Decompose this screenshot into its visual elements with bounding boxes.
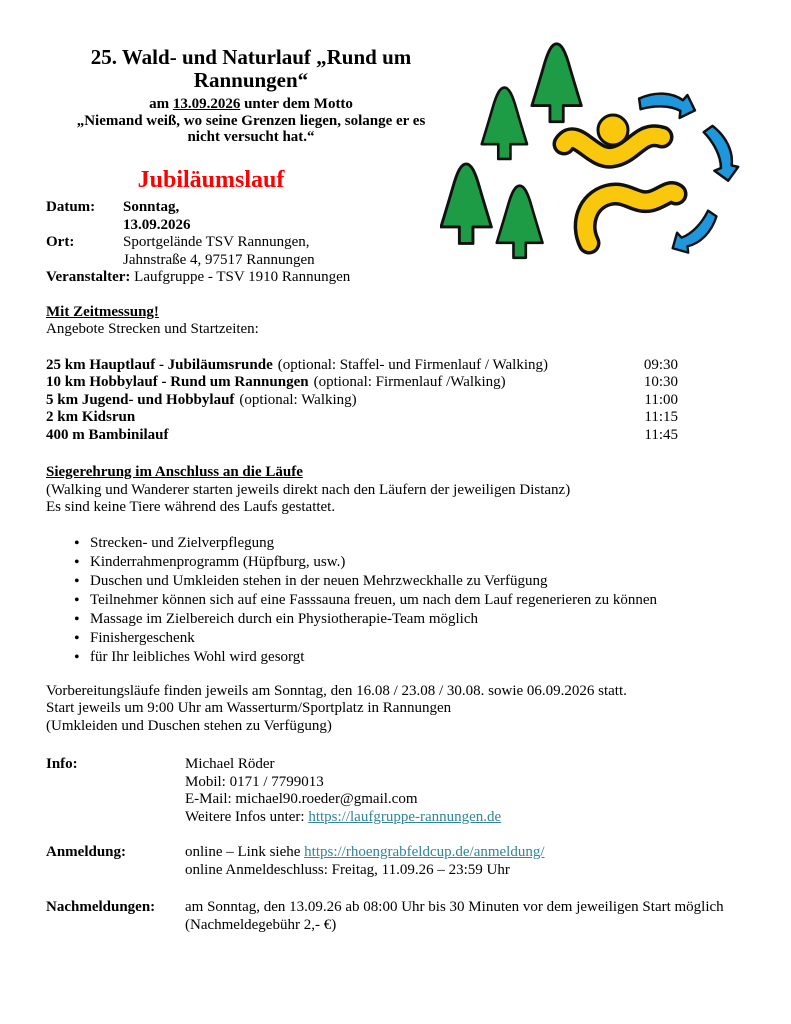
- event-details: [46, 199, 745, 287]
- website-link[interactable]: https://laufgruppe-rannungen.de: [308, 808, 502, 825]
- ort-value: [123, 234, 315, 269]
- ort-value-line2: Jahnstraße 4, 97517 Rannungen: [123, 251, 315, 268]
- ort-value-line1: Sportgelände TSV Rannungen,: [123, 234, 310, 250]
- amenity-item: • Massage im Zielbereich durch ein Physiotherapie-Team möglich: [72, 610, 745, 629]
- detail-row-veranstalter: [46, 269, 745, 287]
- race-note: (optional: Staffel- und Firmenlauf / Walking): [277, 356, 549, 373]
- preparation-line1: Vorbereitungsläufe finden jeweils am Sonntag, den 16.08 / 23.08 / 30.08. sowie 06.09.2026 statt.: [46, 682, 627, 699]
- race-row: [46, 392, 678, 410]
- race-note: (optional: Firmenlauf /Walking): [313, 374, 506, 390]
- contact-name: Michael Röder: [185, 756, 275, 772]
- amenity-item: • für Ihr leibliches Wohl wird gesorgt: [72, 648, 745, 667]
- veranstalter-value: Laufgruppe - TSV 1910 Rannungen: [134, 269, 351, 285]
- detail-row-datum: [46, 199, 745, 234]
- ceremony-heading: Siegerehrung im Anschluss an die Läufe: [46, 464, 303, 480]
- contact-label: Info:: [46, 756, 78, 772]
- race-list: [46, 357, 678, 445]
- timing-heading: Mit Zeitmessung!: [46, 303, 159, 320]
- race-row: [46, 374, 678, 392]
- motto-line1: „Niemand weiß, wo seine Grenzen liegen, solange er es: [76, 113, 426, 129]
- ceremony-note1: (Walking und Wanderer starten jeweils direkt nach den Läufern der jeweiligen Distanz): [46, 481, 571, 498]
- page-title-line2: Rannungen“: [193, 68, 309, 92]
- amenity-item: • Strecken- und Zielverpflegung: [72, 534, 745, 553]
- registration-value: [185, 844, 545, 879]
- amenity-item: • Finishergeschenk: [72, 629, 745, 648]
- race-row: [46, 409, 678, 427]
- ceremony-note2: Es sind keine Tiere während des Laufs gestattet.: [46, 499, 336, 515]
- amenity-item: • Duschen und Umkleiden stehen in der neuen Mehrzweckhalle zu Verfügung: [72, 572, 745, 591]
- race-name: 2 km Kidsrun: [46, 409, 136, 425]
- race-name: 400 m Bambinilauf: [46, 426, 169, 443]
- registration-online-line: [185, 844, 545, 862]
- late-registration-line2: (Nachmeldegebühr 2,- €): [185, 916, 337, 933]
- registration-deadline: online Anmeldeschluss: Freitag, 11.09.26 – 23:59 Uhr: [185, 861, 510, 878]
- contact-mobile: Mobil: 0171 / 7799013: [185, 773, 324, 790]
- date-prefix: am: [149, 96, 170, 112]
- event-heading: Jubiläumslauf: [137, 167, 285, 193]
- race-row: [46, 427, 678, 445]
- page-title-line1: 25. Wald- und Naturlauf „Rund um: [90, 45, 412, 69]
- race-start-time: 11:00: [644, 391, 678, 408]
- ort-label: Ort:: [46, 234, 75, 250]
- preparation-line3: (Umkleiden und Duschen stehen zu Verfügung): [46, 717, 332, 734]
- race-start-time: 10:30: [643, 374, 678, 390]
- late-registration-value: [185, 899, 724, 934]
- event-date-line: [46, 96, 456, 113]
- registration-link[interactable]: https://rhoengrabfeldcup.de/anmeldung/: [304, 844, 545, 860]
- race-start-time: 11:15: [644, 409, 678, 425]
- amenities-list: [72, 534, 745, 667]
- race-start-time: 11:45: [644, 426, 678, 443]
- race-row: [46, 357, 678, 375]
- timing-section: [46, 304, 745, 339]
- contact-website-line: [185, 809, 501, 827]
- registration-label: Anmeldung:: [46, 844, 127, 860]
- race-name: 5 km Jugend- und Hobbylauf: [46, 391, 235, 408]
- preparation-line2: Start jeweils um 9:00 Uhr am Wasserturm/Sportplatz in Rannungen: [46, 700, 452, 716]
- ceremony-section: [46, 464, 745, 517]
- contact-email: E-Mail: michael90.roeder@gmail.com: [185, 791, 418, 807]
- website-prefix: Weitere Infos unter:: [185, 808, 305, 825]
- late-registration-label: Nachmeldungen:: [46, 899, 156, 915]
- registration-section: [46, 844, 745, 879]
- race-name: 10 km Hobbylauf - Rund um Rannungen: [46, 374, 309, 390]
- header: [46, 0, 456, 145]
- amenity-item: • Kinderrahmenprogramm (Hüpfburg, usw.): [72, 553, 745, 572]
- datum-label: Datum:: [46, 199, 96, 215]
- late-registration-line1: am Sonntag, den 13.09.26 ab 08:00 Uhr bis 30 Minuten vor dem jeweiligen Start möglich: [185, 899, 724, 915]
- timing-subheading: Angebote Strecken und Startzeiten:: [46, 321, 259, 337]
- late-registration-section: [46, 899, 745, 934]
- race-note: (optional: Walking): [239, 391, 357, 408]
- contact-section: [46, 756, 745, 826]
- race-start-time: 09:30: [643, 356, 678, 373]
- event-date: 13.09.2026: [172, 96, 241, 112]
- amenity-item: • Teilnehmer können sich auf eine Fasssauna freuen, um nach dem Lauf regenerieren zu können: [72, 591, 745, 610]
- race-name: 25 km Hauptlauf - Jubiläumsrunde: [46, 356, 273, 373]
- motto-line2: nicht versucht hat.“: [187, 129, 315, 145]
- preparation-section: [46, 683, 745, 736]
- datum-value: Sonntag, 13.09.2026: [123, 199, 191, 233]
- contact-value: [185, 756, 501, 826]
- detail-row-ort: [46, 234, 745, 269]
- veranstalter-label: Veranstalter:: [46, 269, 131, 285]
- date-suffix: unter dem Motto: [244, 96, 353, 112]
- registration-link-prefix: online – Link siehe: [185, 844, 301, 860]
